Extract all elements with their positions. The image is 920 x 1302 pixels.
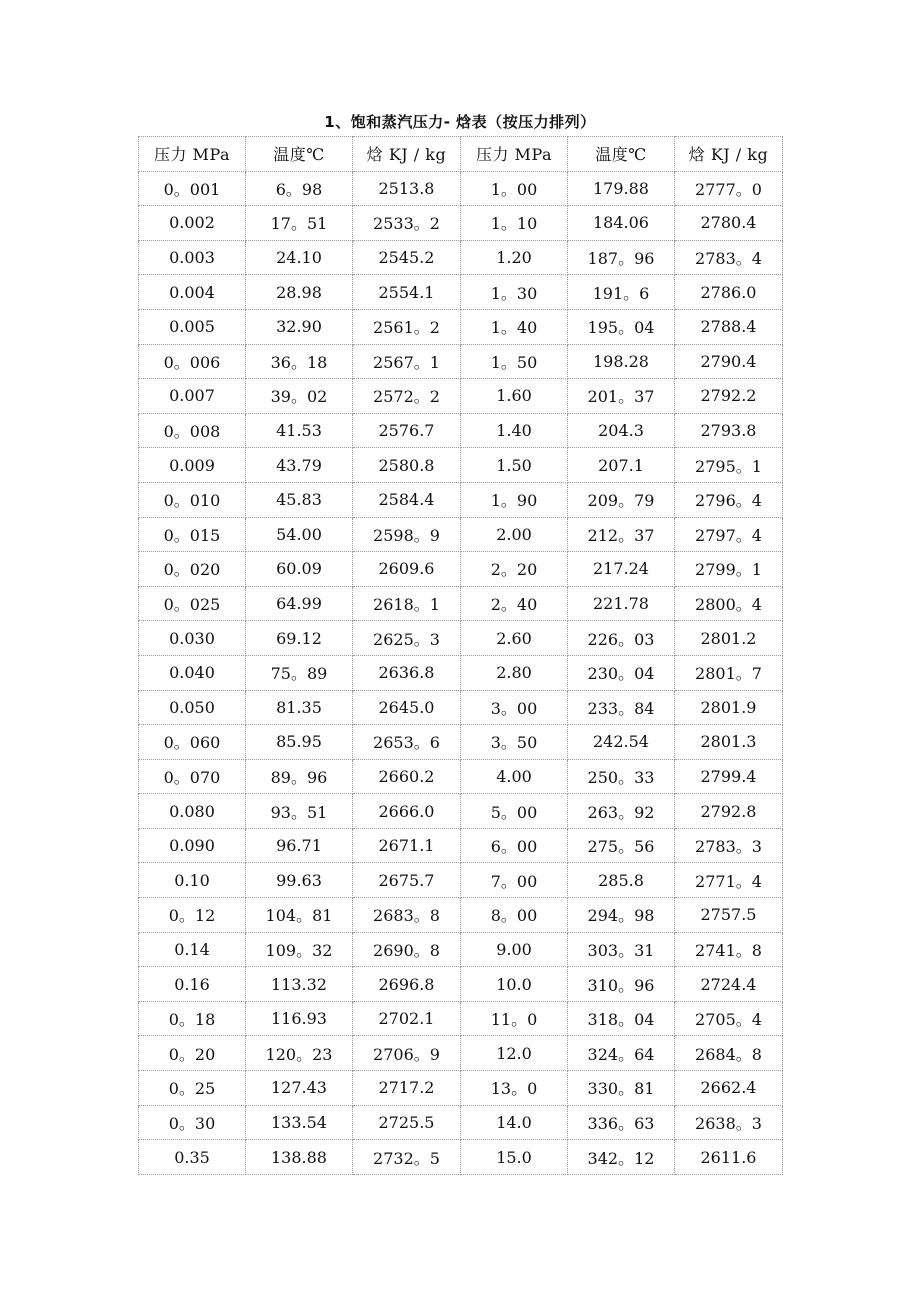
cell-enthalpy: 2706。9 — [353, 1036, 461, 1071]
table-row — [139, 171, 783, 206]
cell-temperature: 187。96 — [568, 240, 675, 275]
cell-enthalpy: 2801.3 — [675, 725, 783, 760]
table-row — [139, 898, 783, 933]
cell-temperature: 32.90 — [246, 309, 353, 344]
cell-temperature: 54.00 — [246, 517, 353, 552]
table-row — [139, 275, 783, 310]
cell-pressure: 0.003 — [139, 240, 246, 275]
cell-enthalpy: 2690。8 — [353, 932, 461, 967]
cell-temperature: 179.88 — [568, 171, 675, 206]
cell-pressure: 9.00 — [461, 932, 568, 967]
cell-enthalpy: 2683。8 — [353, 898, 461, 933]
cell-pressure: 2.00 — [461, 517, 568, 552]
table-title: 1、饱和蒸汽压力- 焓表（按压力排列） — [324, 113, 596, 131]
cell-enthalpy: 2777。0 — [675, 171, 783, 206]
cell-pressure: 3。50 — [461, 725, 568, 760]
cell-temperature: 204.3 — [568, 413, 675, 448]
header-enthalpy-left: 焓 KJ / kg — [353, 137, 461, 172]
table-row — [139, 1071, 783, 1106]
cell-pressure: 0.040 — [139, 655, 246, 690]
cell-temperature: 45.83 — [246, 482, 353, 517]
cell-pressure: 0。18 — [139, 1001, 246, 1036]
cell-temperature: 41.53 — [246, 413, 353, 448]
cell-temperature: 221.78 — [568, 586, 675, 621]
cell-temperature: 336。63 — [568, 1105, 675, 1140]
cell-pressure: 0。001 — [139, 171, 246, 206]
table-row — [139, 413, 783, 448]
cell-enthalpy: 2545.2 — [353, 240, 461, 275]
cell-pressure: 0。010 — [139, 482, 246, 517]
table-row — [139, 655, 783, 690]
cell-enthalpy: 2801.9 — [675, 690, 783, 725]
cell-enthalpy: 2513.8 — [353, 171, 461, 206]
cell-enthalpy: 2786.0 — [675, 275, 783, 310]
header-temperature-left: 温度℃ — [246, 137, 353, 172]
cell-enthalpy: 2696.8 — [353, 967, 461, 1002]
cell-enthalpy: 2801。7 — [675, 655, 783, 690]
cell-temperature: 198.28 — [568, 344, 675, 379]
table-row — [139, 759, 783, 794]
cell-temperature: 104。81 — [246, 898, 353, 933]
cell-pressure: 0.030 — [139, 621, 246, 656]
cell-enthalpy: 2801.2 — [675, 621, 783, 656]
cell-enthalpy: 2638。3 — [675, 1105, 783, 1140]
cell-pressure: 1.20 — [461, 240, 568, 275]
cell-temperature: 75。89 — [246, 655, 353, 690]
cell-temperature: 64.99 — [246, 586, 353, 621]
cell-temperature: 209。79 — [568, 482, 675, 517]
cell-pressure: 0。25 — [139, 1071, 246, 1106]
cell-enthalpy: 2780.4 — [675, 206, 783, 241]
table-row — [139, 309, 783, 344]
cell-enthalpy: 2567。1 — [353, 344, 461, 379]
cell-temperature: 28.98 — [246, 275, 353, 310]
cell-pressure: 1。00 — [461, 171, 568, 206]
cell-enthalpy: 2795。1 — [675, 448, 783, 483]
cell-pressure: 10.0 — [461, 967, 568, 1002]
cell-temperature: 233。84 — [568, 690, 675, 725]
cell-enthalpy: 2611.6 — [675, 1140, 783, 1175]
cell-enthalpy: 2625。3 — [353, 621, 461, 656]
cell-temperature: 69.12 — [246, 621, 353, 656]
table-row — [139, 379, 783, 414]
cell-pressure: 14.0 — [461, 1105, 568, 1140]
cell-pressure: 1。30 — [461, 275, 568, 310]
table-row — [139, 794, 783, 829]
cell-enthalpy: 2757.5 — [675, 898, 783, 933]
table-row — [139, 1140, 783, 1175]
cell-enthalpy: 2724.4 — [675, 967, 783, 1002]
cell-temperature: 85.95 — [246, 725, 353, 760]
cell-pressure: 1。10 — [461, 206, 568, 241]
cell-temperature: 43.79 — [246, 448, 353, 483]
cell-pressure: 0。070 — [139, 759, 246, 794]
cell-temperature: 133.54 — [246, 1105, 353, 1140]
table-row — [139, 482, 783, 517]
cell-enthalpy: 2660.2 — [353, 759, 461, 794]
cell-temperature: 250。33 — [568, 759, 675, 794]
table-row — [139, 621, 783, 656]
header-pressure-right: 压力 MPa — [461, 137, 568, 172]
table-row — [139, 552, 783, 587]
cell-enthalpy: 2598。9 — [353, 517, 461, 552]
cell-pressure: 1。90 — [461, 482, 568, 517]
cell-enthalpy: 2783。3 — [675, 828, 783, 863]
cell-temperature: 330。81 — [568, 1071, 675, 1106]
cell-pressure: 11。0 — [461, 1001, 568, 1036]
cell-enthalpy: 2741。8 — [675, 932, 783, 967]
cell-temperature: 99.63 — [246, 863, 353, 898]
cell-temperature: 89。96 — [246, 759, 353, 794]
cell-temperature: 275。56 — [568, 828, 675, 863]
cell-temperature: 217.24 — [568, 552, 675, 587]
cell-enthalpy: 2666.0 — [353, 794, 461, 829]
table-row — [139, 1105, 783, 1140]
cell-enthalpy: 2533。2 — [353, 206, 461, 241]
cell-enthalpy: 2793.8 — [675, 413, 783, 448]
cell-pressure: 3。00 — [461, 690, 568, 725]
cell-pressure: 1。40 — [461, 309, 568, 344]
cell-enthalpy: 2572。2 — [353, 379, 461, 414]
cell-enthalpy: 2792.8 — [675, 794, 783, 829]
cell-temperature: 60.09 — [246, 552, 353, 587]
cell-enthalpy: 2636.8 — [353, 655, 461, 690]
table-row — [139, 828, 783, 863]
cell-pressure: 13。0 — [461, 1071, 568, 1106]
table-row — [139, 206, 783, 241]
table-row — [139, 240, 783, 275]
cell-pressure: 2.80 — [461, 655, 568, 690]
cell-enthalpy: 2580.8 — [353, 448, 461, 483]
cell-pressure: 0。025 — [139, 586, 246, 621]
cell-pressure: 8。00 — [461, 898, 568, 933]
cell-pressure: 2.60 — [461, 621, 568, 656]
cell-temperature: 318。04 — [568, 1001, 675, 1036]
cell-pressure: 15.0 — [461, 1140, 568, 1175]
cell-enthalpy: 2705。4 — [675, 1001, 783, 1036]
cell-temperature: 93。51 — [246, 794, 353, 829]
cell-pressure: 1.40 — [461, 413, 568, 448]
cell-temperature: 230。04 — [568, 655, 675, 690]
cell-temperature: 120。23 — [246, 1036, 353, 1071]
cell-pressure: 4.00 — [461, 759, 568, 794]
cell-temperature: 17。51 — [246, 206, 353, 241]
cell-temperature: 303。31 — [568, 932, 675, 967]
cell-pressure: 0.002 — [139, 206, 246, 241]
cell-pressure: 1.50 — [461, 448, 568, 483]
cell-temperature: 109。32 — [246, 932, 353, 967]
cell-pressure: 0.007 — [139, 379, 246, 414]
cell-pressure: 0。015 — [139, 517, 246, 552]
cell-temperature: 212。37 — [568, 517, 675, 552]
cell-temperature: 81.35 — [246, 690, 353, 725]
table-row — [139, 448, 783, 483]
cell-temperature: 195。04 — [568, 309, 675, 344]
cell-temperature: 242.54 — [568, 725, 675, 760]
cell-enthalpy: 2584.4 — [353, 482, 461, 517]
cell-pressure: 0。30 — [139, 1105, 246, 1140]
table-row — [139, 586, 783, 621]
cell-pressure: 6。00 — [461, 828, 568, 863]
cell-temperature: 24.10 — [246, 240, 353, 275]
cell-pressure: 1.60 — [461, 379, 568, 414]
steam-pressure-enthalpy-table — [138, 136, 783, 1175]
cell-enthalpy: 2662.4 — [675, 1071, 783, 1106]
cell-enthalpy: 2800。4 — [675, 586, 783, 621]
header-temperature-right: 温度℃ — [568, 137, 675, 172]
cell-pressure: 0。008 — [139, 413, 246, 448]
cell-temperature: 342。12 — [568, 1140, 675, 1175]
cell-temperature: 36。18 — [246, 344, 353, 379]
table-row — [139, 1036, 783, 1071]
header-row — [139, 137, 783, 172]
cell-enthalpy: 2645.0 — [353, 690, 461, 725]
cell-enthalpy: 2684。8 — [675, 1036, 783, 1071]
cell-temperature: 127.43 — [246, 1071, 353, 1106]
cell-pressure: 2。20 — [461, 552, 568, 587]
table-row — [139, 517, 783, 552]
cell-enthalpy: 2725.5 — [353, 1105, 461, 1140]
cell-pressure: 1。50 — [461, 344, 568, 379]
cell-enthalpy: 2788.4 — [675, 309, 783, 344]
cell-enthalpy: 2675.7 — [353, 863, 461, 898]
cell-enthalpy: 2554.1 — [353, 275, 461, 310]
cell-pressure: 7。00 — [461, 863, 568, 898]
cell-pressure: 0.35 — [139, 1140, 246, 1175]
cell-enthalpy: 2792.2 — [675, 379, 783, 414]
cell-temperature: 207.1 — [568, 448, 675, 483]
cell-temperature: 285.8 — [568, 863, 675, 898]
cell-pressure: 5。00 — [461, 794, 568, 829]
cell-temperature: 263。92 — [568, 794, 675, 829]
cell-enthalpy: 2618。1 — [353, 586, 461, 621]
cell-enthalpy: 2576.7 — [353, 413, 461, 448]
cell-enthalpy: 2797。4 — [675, 517, 783, 552]
cell-enthalpy: 2653。6 — [353, 725, 461, 760]
cell-temperature: 96.71 — [246, 828, 353, 863]
cell-temperature: 113.32 — [246, 967, 353, 1002]
table-row — [139, 967, 783, 1002]
cell-pressure: 0.14 — [139, 932, 246, 967]
cell-enthalpy: 2799.4 — [675, 759, 783, 794]
table-row — [139, 1001, 783, 1036]
cell-enthalpy: 2717.2 — [353, 1071, 461, 1106]
cell-temperature: 116.93 — [246, 1001, 353, 1036]
header-enthalpy-right: 焓 KJ / kg — [675, 137, 783, 172]
cell-enthalpy: 2790.4 — [675, 344, 783, 379]
cell-pressure: 0.004 — [139, 275, 246, 310]
cell-enthalpy: 2732。5 — [353, 1140, 461, 1175]
cell-enthalpy: 2799。1 — [675, 552, 783, 587]
cell-enthalpy: 2771。4 — [675, 863, 783, 898]
cell-enthalpy: 2671.1 — [353, 828, 461, 863]
cell-pressure: 0.050 — [139, 690, 246, 725]
cell-enthalpy: 2561。2 — [353, 309, 461, 344]
cell-temperature: 226。03 — [568, 621, 675, 656]
cell-enthalpy: 2609.6 — [353, 552, 461, 587]
cell-temperature: 324。64 — [568, 1036, 675, 1071]
cell-temperature: 201。37 — [568, 379, 675, 414]
cell-pressure: 0。060 — [139, 725, 246, 760]
cell-pressure: 0.10 — [139, 863, 246, 898]
table-row — [139, 344, 783, 379]
cell-pressure: 0。12 — [139, 898, 246, 933]
cell-temperature: 138.88 — [246, 1140, 353, 1175]
cell-pressure: 2。40 — [461, 586, 568, 621]
table-row — [139, 863, 783, 898]
cell-pressure: 0。20 — [139, 1036, 246, 1071]
cell-temperature: 294。98 — [568, 898, 675, 933]
header-pressure-left: 压力 MPa — [139, 137, 246, 172]
cell-pressure: 0.009 — [139, 448, 246, 483]
cell-pressure: 0。006 — [139, 344, 246, 379]
cell-pressure: 0.090 — [139, 828, 246, 863]
cell-temperature: 184.06 — [568, 206, 675, 241]
table-body — [139, 171, 783, 1174]
cell-pressure: 12.0 — [461, 1036, 568, 1071]
cell-enthalpy: 2783。4 — [675, 240, 783, 275]
cell-temperature: 191。6 — [568, 275, 675, 310]
cell-pressure: 0.16 — [139, 967, 246, 1002]
cell-temperature: 6。98 — [246, 171, 353, 206]
cell-temperature: 39。02 — [246, 379, 353, 414]
cell-pressure: 0.005 — [139, 309, 246, 344]
cell-pressure: 0.080 — [139, 794, 246, 829]
cell-enthalpy: 2796。4 — [675, 482, 783, 517]
cell-pressure: 0。020 — [139, 552, 246, 587]
cell-enthalpy: 2702.1 — [353, 1001, 461, 1036]
table-row — [139, 725, 783, 760]
table-row — [139, 690, 783, 725]
cell-temperature: 310。96 — [568, 967, 675, 1002]
table-row — [139, 932, 783, 967]
